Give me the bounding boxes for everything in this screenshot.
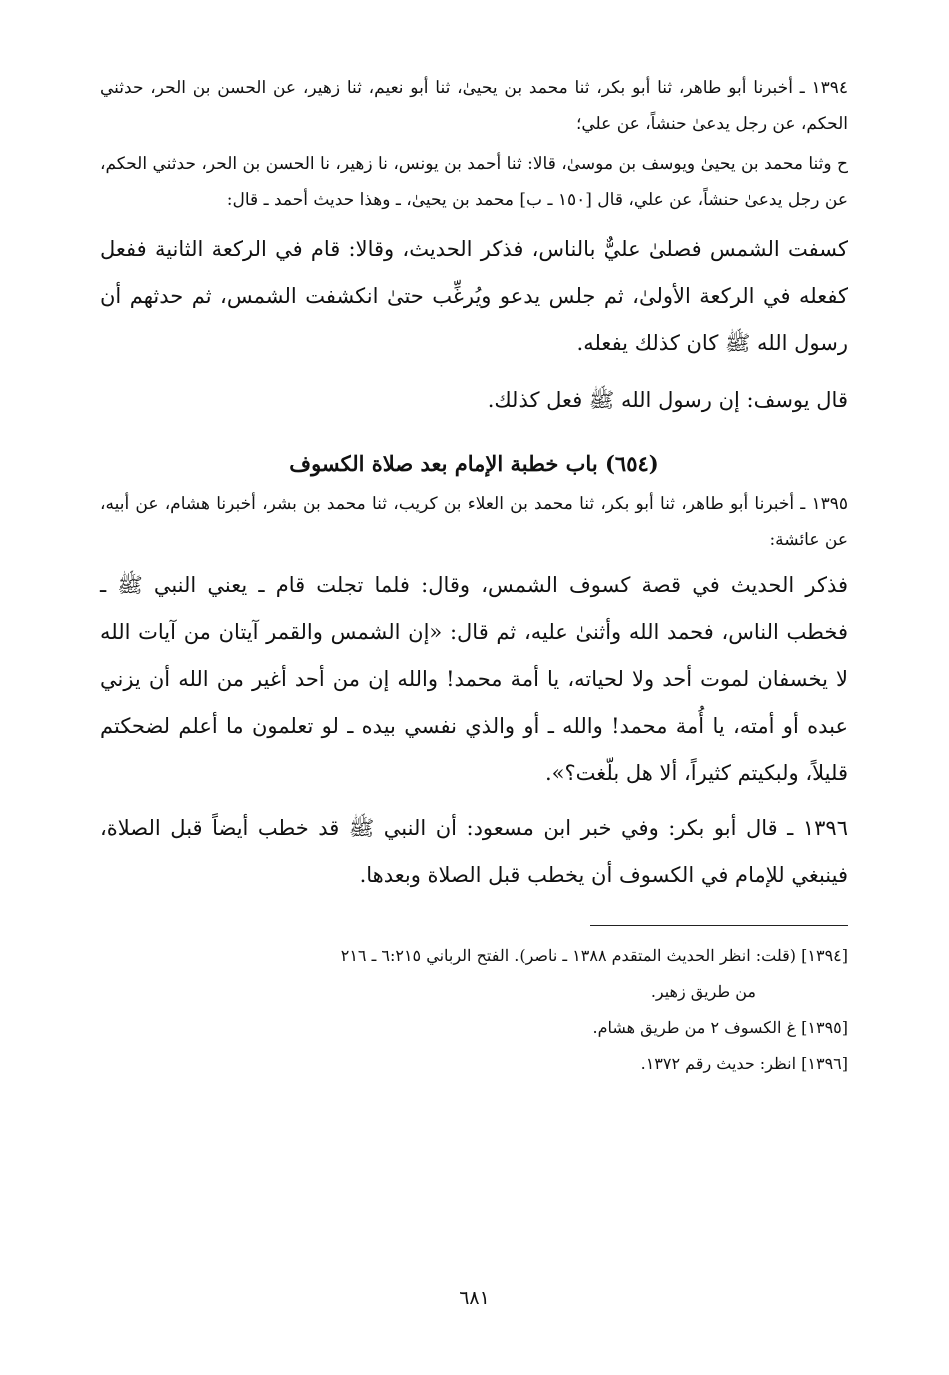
footnote-divider (590, 925, 848, 926)
hadith-1395-isnad: ١٣٩٥ ـ أخبرنا أبو طاهر، ثنا أبو بكر، ثنا محمد بن العلاء بن كريب، ثنا محمد بن بشر، أخبرنا هشام، عن أبيه، عن عائشة: (100, 494, 848, 550)
hadith-1394-matn: كسفت الشمس فصلىٰ عليٌّ بالناس، فذكر الحديث، وقالا: قام في الركعة الثانية ففعل كفعله في الركعة الأولىٰ، ثم جلس يدعو ويُرغِّب حتىٰ انكشفت الشمس، ثم حدثهم أن رسول الله ﷺ كان كذلك يفعله. (100, 237, 848, 355)
hadith-1394-isnad-1: ١٣٩٤ ـ أخبرنا أبو طاهر، ثنا أبو بكر، ثنا محمد بن يحيىٰ، ثنا أبو نعيم، ثنا زهير، عن الحسن بن الحر، حدثني الحكم، عن رجل يدعىٰ حنشاً، عن علي؛ (100, 78, 848, 134)
hadith-1394-note: قال يوسف: إن رسول الله ﷺ فعل كذلك. (487, 388, 848, 412)
footnote-1394: [١٣٩٤] (قلت: انظر الحديث المتقدم ١٣٨٨ ـ ناصر). الفتح الرباني ٦:٢١٥ ـ ٢١٦ (340, 946, 848, 965)
footnote-1394-continued: من طريق زهير. (650, 982, 756, 1001)
page-number: ٦٨١ (459, 1287, 490, 1309)
hadith-1394-isnad-2: ح وثنا محمد بن يحيىٰ ويوسف بن موسىٰ، قالا: ثنا أحمد بن يونس، نا زهير، نا الحسن بن الحر، حدثني الحكم، عن رجل يدعىٰ حنشاً، عن علي، قال [١٥٠ ـ ب] محمد بن يحيىٰ، ـ وهذا حديث أحمد ـ قال: (100, 154, 848, 210)
footnote-1396: [١٣٩٦] انظر: حديث رقم ١٣٧٢. (640, 1054, 848, 1073)
page-body (100, 70, 848, 1082)
hadith-1395-matn: فذكر الحديث في قصة كسوف الشمس، وقال: فلما تجلت قام ـ يعني النبي ﷺ ـ فخطب الناس، فحمد الله وأثنىٰ عليه، ثم قال: «إن الشمس والقمر آيتان من آيات الله لا يخسفان لموت أحد ولا لحياته، يا أمة محمد! والله إن من أحد أغير من الله أن يزني عبده أو أمته، يا أُمة محمد! والله ـ أو والذي نفسي بيده ـ لو تعلمون ما أعلم لضحكتم قليلاً، ولبكيتم كثيراً، ألا هل بلّغت؟». (100, 573, 848, 785)
hadith-1396: ١٣٩٦ ـ قال أبو بكر: وفي خبر ابن مسعود: أن النبي ﷺ قد خطب أيضاً قبل الصلاة، فينبغي للإمام في الكسوف أن يخطب قبل الصلاة وبعدها. (100, 816, 848, 887)
footnote-1395: [١٣٩٥] غ الكسوف ٢ من طريق هشام. (592, 1018, 848, 1037)
chapter-heading: (٦٥٤) باب خطبة الإمام بعد صلاة الكسوف (289, 451, 659, 476)
